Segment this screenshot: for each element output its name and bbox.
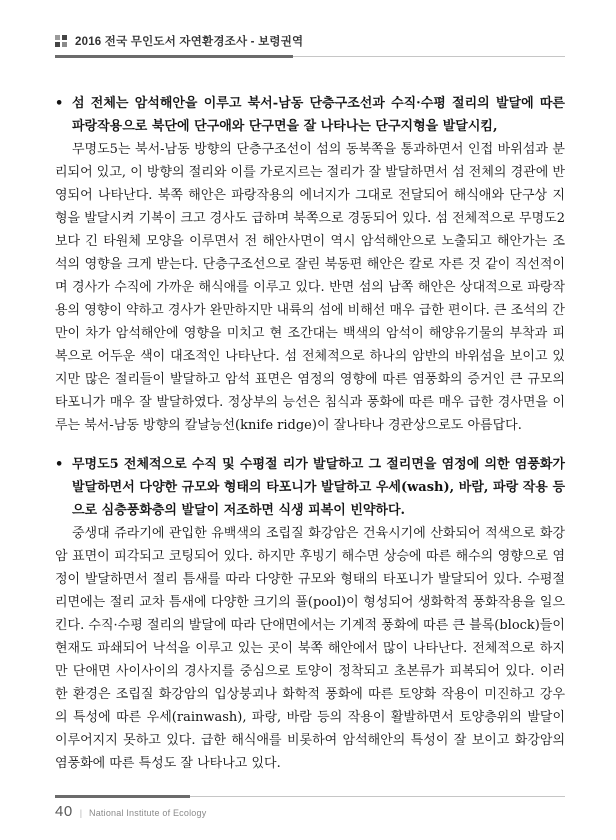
header-rule-dark-segment [55, 55, 293, 58]
summary-bullet-2-text: 무명도5 전체적으로 수직 및 수평절 리가 발달하고 그 절리면을 염정에 의한 염풍화가 발달하면서 다양한 규모와 형태의 타포니가 발달하고 우세(wash), 바람, 파랑 작용 등으로 심층풍화층의 발달이 저조하면 식생 피복이 빈약하다. [72, 457, 565, 518]
page-footer [55, 795, 565, 820]
report-title: 2016 전국 무인도서 자연환경조사 - 보령권역 [75, 36, 304, 48]
footer-row [55, 803, 565, 820]
dot [55, 42, 60, 47]
header-rule-light-segment [293, 56, 565, 57]
footer-rule-light-segment [190, 796, 565, 797]
paragraph-1: 무명도5는 북서-남동 방향의 단층구조선이 섬의 동북쪽을 통과하면서 인접 바위섬과 분리되어 있고, 이 방향의 절리와 이를 가로지르는 절리가 잘 발달하면서 섬 전체의 경관에 반영되어 나타난다. 북쪽 해안은 파랑작용의 에너지가 그대로 전달되어 해식애와 단구상 지형을 발달시켜 기복이 크고 경사도 급하며 북쪽으로 경동되어 있다. 섬 전체적으로 무명도2보다 긴 타원체 모양을 이루면서 전 해안사면이 역시 암석해안으로 노출되고 해안가는 조석의 영향을 크게 받는다. 단층구조선으로 잘린 북동편 해안은 칼로 자른 것 같이 직선적이며 경사가 수직에 가까운 해식애를 이루고 있다. 반면 섬의 남쪽 해안은 상대적으로 파랑작용의 영향이 약하고 경사가 완만하지만 내륙의 섬에 비해선 매우 급한 편이다. 큰 조석의 간만이 차가 암석해안에 영향을 미치고 현 조간대는 백색의 암석이 해양유기물의 부착과 피복으로 어두운 색이 대조적인 나타난다. 섬 전체적으로 하나의 암반의 바위섬을 보이고 있지만 많은 절리들이 발달하고 암석 표면은 염정의 영향에 따른 염풍화의 증거인 큰 규모의 타포니가 매우 잘 발달하였다. 정상부의 능선은 침식과 풍화에 따른 매우 급한 경사면을 이루는 북서-남동 방향의 칼날능선(knife ridge)이 잘나타나 경관상으로도 아름답다. [55, 142, 565, 433]
bullet-icon: • [55, 96, 64, 111]
header-rule [55, 55, 565, 58]
bullet-icon: • [55, 457, 64, 472]
page-header [55, 33, 565, 58]
page-content [55, 92, 565, 775]
footer-divider: | [79, 808, 83, 818]
dots-grid-icon [55, 35, 67, 47]
dot [55, 35, 60, 40]
summary-bullet-1 [55, 92, 565, 138]
footer-rule [55, 795, 565, 798]
summary-bullet-1-text: 섬 전체는 암석해안을 이루고 북서-남동 단층구조선과 수직·수평 절리의 발달에 따른 파랑작용으로 북단에 단구애와 단구면을 잘 나타나는 단구지형을 발달시킴, [72, 96, 565, 134]
header-row [55, 33, 565, 49]
institute-name: National Institute of Ecology [89, 808, 207, 818]
footer-rule-dark-segment [55, 795, 190, 798]
dot [62, 42, 67, 47]
paragraph-2: 중생대 쥬라기에 관입한 유백색의 조립질 화강암은 건육시기에 산화되어 적색으로 화강암 표면이 피각되고 코팅되어 있다. 하지만 후빙기 해수면 상승에 따른 해수의 영향으로 염정이 발달하면서 절리 틈새를 따라 다양한 규모와 형태의 타포니가 발달되어 있다. 수평절리면에는 절리 교차 틈새에 다양한 크기의 풀(pool)이 형성되어 생화학적 풍화작용을 일으킨다. 수직·수평 절리의 발달에 따라 단애면에서는 기계적 풍화에 따른 큰 블록(block)들이 현재도 파쇄되어 낙석을 이루고 있는 곳이 북쪽 해안에서 많이 나타난다. 전체적으로 하지만 단애면 사이사이의 경사지를 중심으로 토양이 정착되고 초본류가 피복되어 있다. 이러한 환경은 조립질 화강암의 입상붕괴나 화학적 풍화에 따른 토양화 작용이 미진하고 강우의 특성에 따른 우세(rainwash), 파랑, 바람 등의 작용이 활발하면서 토양층위의 발달이 이루어지지 못하고 있다. 급한 해식애를 비롯하여 암석해안의 특성이 잘 보이고 화강암의 염풍화에 따른 특성도 잘 나타나고 있다. [55, 526, 565, 771]
summary-bullet-2 [55, 453, 565, 522]
page-number: 40 [55, 803, 73, 820]
dot [62, 35, 67, 40]
